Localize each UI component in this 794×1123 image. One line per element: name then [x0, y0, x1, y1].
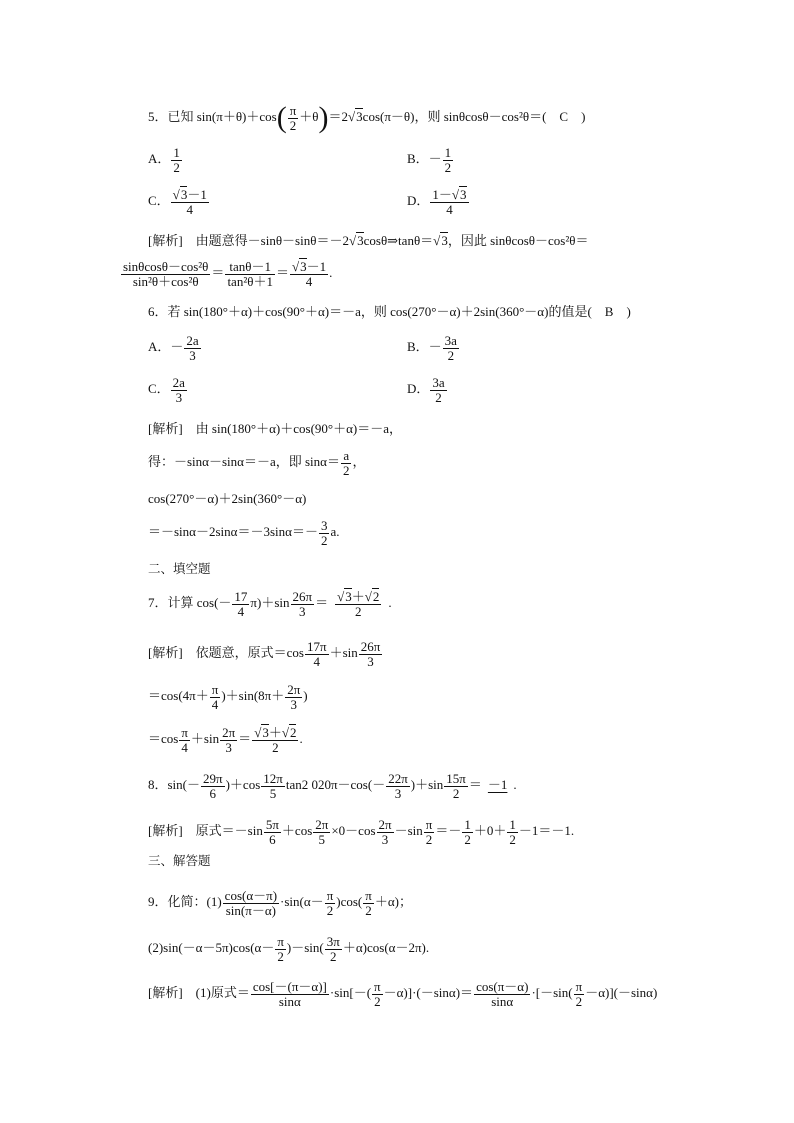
- fraction: [225, 260, 275, 288]
- stem-text: )＋cos: [225, 777, 261, 793]
- fraction-numerator: π: [326, 888, 334, 903]
- fraction-numerator: π: [575, 979, 583, 994]
- solution-text: ＝－: [435, 823, 462, 839]
- fraction-numerator: tanθ－1: [225, 260, 275, 275]
- fraction-numerator: 15π: [446, 771, 466, 786]
- fraction-numerator: [252, 726, 298, 741]
- numerator-text: －1: [306, 259, 327, 274]
- fraction-numerator: π: [289, 103, 297, 118]
- fraction-numerator: π: [365, 888, 372, 903]
- fraction: [285, 683, 302, 711]
- q6-option-b: [407, 334, 460, 362]
- fraction: [201, 772, 225, 800]
- option-label: B．－: [407, 151, 442, 167]
- q7-solution-line-2: [148, 683, 308, 711]
- fraction-denominator: 2: [330, 948, 337, 964]
- radicand: 3: [441, 233, 448, 248]
- sqrt-symbol: √2: [281, 725, 297, 740]
- fraction: [288, 104, 299, 132]
- q5-option-c: [148, 188, 210, 216]
- fraction: [363, 889, 374, 917]
- fraction-denominator: 3: [394, 785, 402, 801]
- fraction-denominator: 4: [181, 739, 188, 755]
- fraction-numerator: [290, 260, 328, 275]
- fraction: [424, 818, 435, 846]
- fraction: [430, 188, 468, 216]
- fraction-numerator: π: [425, 817, 433, 832]
- fraction: [220, 726, 237, 754]
- answer-blank: －1: [487, 777, 508, 793]
- sqrt-symbol: √3: [254, 725, 269, 740]
- fraction: [232, 590, 249, 618]
- fraction: [171, 146, 182, 174]
- q6-option-c: [148, 376, 188, 404]
- q7-stem: [148, 590, 392, 618]
- period: .: [388, 595, 392, 611]
- fraction-denominator: 6: [269, 831, 276, 847]
- fraction-denominator: 4: [305, 273, 313, 289]
- fraction: [251, 980, 329, 1008]
- fraction-numerator: 3π: [326, 934, 340, 949]
- radicand: 3: [180, 187, 188, 202]
- fraction-numerator: sinθcosθ－cos²θ: [123, 259, 209, 274]
- radicand: 3: [345, 589, 352, 604]
- fraction: [171, 188, 209, 216]
- sqrt-symbol: √3: [348, 233, 364, 248]
- fraction-numerator: 26π: [292, 589, 313, 604]
- fraction-denominator: 5: [318, 831, 326, 847]
- fraction-denominator: 2: [575, 993, 583, 1009]
- stem-text: tan2 020π－cos(－: [285, 777, 386, 793]
- fraction-numerator: 2a: [172, 375, 185, 390]
- fraction: [335, 590, 381, 618]
- fraction: [325, 889, 336, 917]
- fraction-denominator: 3: [290, 696, 297, 712]
- solution-text: －1＝－1.: [518, 823, 575, 839]
- stem-text: ＋α)cos(α－2π).: [342, 940, 430, 956]
- fraction: [179, 726, 190, 754]
- fraction-denominator: 2: [435, 389, 442, 405]
- fraction-denominator: 4: [211, 696, 219, 712]
- fraction-denominator: 4: [237, 603, 245, 619]
- solution-text: ＋0＋: [473, 823, 507, 839]
- sqrt-symbol: √3: [172, 187, 188, 202]
- solution-text: ·sin[－(: [329, 985, 372, 1001]
- fraction-denominator: 2: [354, 603, 362, 619]
- q7-solution-line-3: [148, 726, 303, 754]
- fraction: [171, 376, 187, 404]
- fraction-numerator: 5π: [265, 817, 279, 832]
- fraction-numerator: cos(α－π): [224, 888, 278, 903]
- period: .: [513, 777, 517, 793]
- fraction-numerator: 12π: [263, 771, 283, 786]
- solution-text: 得：－sinα－sinα＝－a，即 sinα＝: [148, 454, 340, 470]
- q5-stem-text: ＝2: [328, 109, 349, 125]
- fraction-denominator: 3: [175, 389, 183, 405]
- option-label: A．－: [148, 339, 184, 355]
- q9-stem-line-2: [148, 935, 429, 963]
- q8-solution: [148, 818, 574, 846]
- stem-text: 9．化简：(1): [148, 894, 222, 910]
- sqrt-symbol: √3: [348, 109, 363, 125]
- section-heading-solve: 三、解答题: [148, 853, 211, 868]
- solution-text: [解析] 依题意，原式＝cos: [148, 645, 304, 661]
- q5-stem-text: cos(π－θ)，则 sinθcosθ－cos²θ＝( C ): [362, 109, 586, 125]
- solution-text: －α)](－sinα): [585, 985, 658, 1001]
- fraction: [121, 260, 210, 288]
- fraction-numerator: 29π: [203, 771, 223, 786]
- fraction-numerator: π: [277, 934, 284, 949]
- fraction-denominator: 2: [365, 902, 372, 918]
- fraction: [372, 980, 383, 1008]
- stem-text: π)＋sin: [250, 595, 290, 611]
- solution-text: cosθ⇒tanθ＝: [363, 233, 434, 248]
- stem-text: 7．计算 cos(－: [148, 595, 232, 611]
- solution-text: －α)]·(－sinα)＝: [383, 985, 474, 1001]
- fraction: [290, 260, 328, 288]
- fraction-numerator: a: [341, 449, 352, 464]
- fraction-denominator: 3: [225, 739, 232, 755]
- fraction: [443, 334, 459, 362]
- fraction-denominator: 2: [326, 902, 334, 918]
- equals-sign: ＝: [468, 777, 482, 793]
- option-label: C．: [148, 381, 170, 397]
- fraction-numerator: 17: [234, 589, 248, 604]
- q6-stem: 6．若 sin(180°＋α)＋cos(90°＋α)＝－a，则 cos(270°－α)＋2sin(360°－α)的值是( B ): [148, 304, 631, 319]
- q6-option-d: [407, 376, 448, 404]
- option-label: C．: [148, 193, 170, 209]
- fraction-denominator: 3: [189, 347, 196, 363]
- solution-text: ＝cos: [148, 731, 179, 747]
- fraction-numerator: 2a: [186, 333, 199, 348]
- q7-solution-line-1: [148, 640, 383, 668]
- option-label: A．: [148, 151, 171, 167]
- fraction-denominator: 4: [313, 653, 321, 669]
- fraction-numerator: 3: [320, 518, 328, 533]
- solution-text: ，: [352, 454, 366, 470]
- fraction: [444, 772, 468, 800]
- fraction: [386, 772, 410, 800]
- fraction: [462, 818, 473, 846]
- fraction-numerator: 17π: [307, 639, 327, 654]
- fraction-denominator: 2: [320, 532, 328, 548]
- fraction-denominator: 2: [444, 159, 452, 175]
- sqrt-symbol: √3: [433, 233, 448, 248]
- fraction: [507, 818, 518, 846]
- solution-text: ＝－sinα－2sinα＝－3sinα＝－: [148, 524, 318, 540]
- fraction-denominator: 2: [374, 993, 381, 1009]
- stem-text: 8．sin(－: [148, 777, 201, 793]
- fraction-denominator: 2: [464, 831, 471, 847]
- fraction-denominator: sin(π－α): [225, 902, 276, 918]
- solution-text: )＋sin(8π＋: [221, 688, 285, 704]
- fraction: [377, 818, 394, 846]
- fraction: [305, 640, 329, 668]
- q6-solution-line-1: [解析] 由 sin(180°＋α)＋cos(90°＋α)＝－a，: [148, 421, 403, 436]
- fraction-denominator: 4: [446, 201, 453, 217]
- q5-solution-line-2: [120, 260, 332, 288]
- fraction-denominator: 4: [186, 201, 193, 217]
- solution-text: [解析] 原式＝－sin: [148, 823, 263, 839]
- q9-solution: [148, 980, 657, 1008]
- radicand: 3: [300, 259, 307, 274]
- big-paren-right: ): [318, 101, 329, 135]
- equals-sign: ＝: [238, 731, 252, 747]
- fraction-numerator: 2π: [378, 817, 392, 832]
- solution-text: ＋sin: [190, 731, 220, 747]
- sqrt-symbol: √2: [364, 589, 380, 604]
- option-label: D．: [407, 193, 430, 209]
- q5-option-b: [407, 146, 454, 174]
- solution-text: ): [303, 688, 308, 704]
- fraction-numerator: π: [181, 725, 188, 740]
- solution-text: ·[－sin(: [531, 985, 573, 1001]
- q6-solution-line-4: [148, 519, 339, 547]
- stem-text: )＋sin: [410, 777, 444, 793]
- fraction-numerator: π: [374, 979, 381, 994]
- radicand: 3: [357, 233, 364, 248]
- fraction-denominator: 2: [272, 739, 279, 755]
- solution-text: [解析] 由题意得－sinθ－sinθ＝－2: [148, 233, 349, 248]
- fraction-numerator: cos(π－α): [476, 979, 529, 994]
- answer-blank: [328, 589, 388, 619]
- solution-text: ×0－cos: [331, 823, 376, 839]
- sqrt-symbol: √3: [337, 589, 352, 604]
- fraction-denominator: 5: [269, 785, 277, 801]
- radicand: 3: [356, 109, 363, 125]
- fraction-denominator: 2: [173, 159, 180, 175]
- fraction-numerator: [430, 188, 468, 203]
- fraction-numerator: 22π: [388, 771, 408, 786]
- stem-text: (2)sin(－α－5π)cos(α－: [148, 940, 275, 956]
- fraction-numerator: 2π: [315, 817, 329, 832]
- fraction-numerator: 2π: [287, 682, 301, 697]
- solution-text: [解析] (1)原式＝: [148, 985, 250, 1001]
- fraction: [252, 726, 298, 754]
- fraction-denominator: sinα: [491, 993, 514, 1009]
- fraction-denominator: 2: [452, 785, 460, 801]
- q5-stem-text: 5．已知 sin(π＋θ)＋cos: [148, 109, 277, 125]
- fraction-numerator: 2π: [222, 725, 236, 740]
- fraction-denominator: 3: [381, 831, 389, 847]
- fraction-denominator: tan²θ＋1: [227, 273, 273, 289]
- fraction-denominator: 2: [342, 462, 350, 478]
- option-label: D．: [407, 381, 430, 397]
- stem-text: )－sin(: [286, 940, 324, 956]
- fraction: [325, 935, 342, 963]
- fraction-denominator: 2: [447, 347, 455, 363]
- fraction: [261, 772, 285, 800]
- q8-stem: [148, 772, 517, 800]
- equals-sign: ＝: [275, 265, 289, 281]
- solution-text: ＝cos(4π＋: [148, 688, 209, 704]
- fraction-numerator: 3a: [444, 333, 457, 348]
- fraction-denominator: 2: [509, 831, 516, 847]
- solution-text: －sin: [394, 823, 423, 839]
- solution-text: ，因此 sinθcosθ－cos²θ＝: [447, 233, 589, 248]
- fraction-numerator: 1: [509, 817, 516, 832]
- stem-text: ·sin(α－: [280, 894, 324, 910]
- fraction-numerator: cos[－(π－α)]: [252, 979, 327, 994]
- fraction-numerator: 1: [464, 817, 471, 832]
- q9-stem-line-1: [148, 889, 412, 917]
- sqrt-symbol: √3: [291, 259, 307, 274]
- fraction: [474, 980, 530, 1008]
- fraction-denominator: 6: [209, 785, 217, 801]
- q5-option-d: [407, 188, 470, 216]
- solution-text: ＋sin: [329, 645, 358, 661]
- period: .: [299, 731, 303, 747]
- fraction: [313, 818, 330, 846]
- numerator-text: －1: [187, 187, 207, 202]
- q6-solution-line-3: cos(270°－α)＋2sin(360°－α): [148, 491, 307, 506]
- fraction: [574, 980, 585, 1008]
- fraction: [291, 590, 315, 618]
- section-heading-fill-in: 二、填空题: [148, 561, 211, 576]
- fraction-numerator: [171, 188, 209, 203]
- equals-sign: ＝: [315, 595, 329, 611]
- fraction-denominator: 3: [299, 603, 306, 619]
- radicand: 3: [460, 187, 467, 202]
- q5-stem: [148, 101, 586, 135]
- q6-option-a: [148, 334, 202, 362]
- fraction-denominator: 2: [289, 117, 297, 133]
- fraction: [430, 376, 446, 404]
- fraction: [341, 449, 352, 477]
- fraction-numerator: 1: [444, 145, 452, 160]
- fraction: [184, 334, 200, 362]
- fraction: [223, 889, 279, 917]
- plus-sign: ＋: [351, 589, 365, 604]
- q5-solution-line-1: [148, 234, 588, 247]
- fraction: [264, 818, 281, 846]
- fraction: [275, 935, 286, 963]
- fraction-denominator: sinα: [278, 993, 301, 1009]
- radicand: 2: [372, 589, 380, 604]
- q6-solution-line-2: [148, 449, 365, 477]
- fraction-numerator: π: [211, 682, 219, 697]
- fraction: [210, 683, 221, 711]
- solution-text: a.: [330, 524, 340, 540]
- fraction-numerator: 3a: [432, 375, 445, 390]
- fraction-numerator: 26π: [360, 639, 381, 654]
- fraction-denominator: 2: [277, 948, 284, 964]
- stem-text: )cos(: [336, 894, 363, 910]
- stem-text: ＋α)；: [374, 894, 412, 910]
- fraction: [443, 146, 454, 174]
- big-paren-left: (: [276, 101, 287, 135]
- period: .: [329, 265, 333, 281]
- q5-stem-text: ＋θ: [299, 109, 319, 125]
- fraction-numerator: [335, 590, 381, 605]
- radicand: 2: [289, 725, 297, 740]
- q5-option-a: [148, 146, 183, 174]
- solution-text: ＋cos: [281, 823, 313, 839]
- fraction-denominator: sin²θ＋cos²θ: [132, 273, 199, 289]
- fraction-denominator: 3: [367, 653, 374, 669]
- fraction-denominator: 2: [425, 831, 433, 847]
- plus-sign: ＋: [268, 725, 282, 740]
- fraction: [359, 640, 383, 668]
- fraction-numerator: 1: [173, 145, 180, 160]
- radicand: 3: [262, 725, 269, 740]
- equals-sign: ＝: [211, 265, 225, 281]
- sqrt-symbol: √3: [451, 187, 467, 202]
- numerator-text: 1－: [432, 187, 452, 202]
- option-label: B．－: [407, 339, 442, 355]
- fraction: [319, 519, 330, 547]
